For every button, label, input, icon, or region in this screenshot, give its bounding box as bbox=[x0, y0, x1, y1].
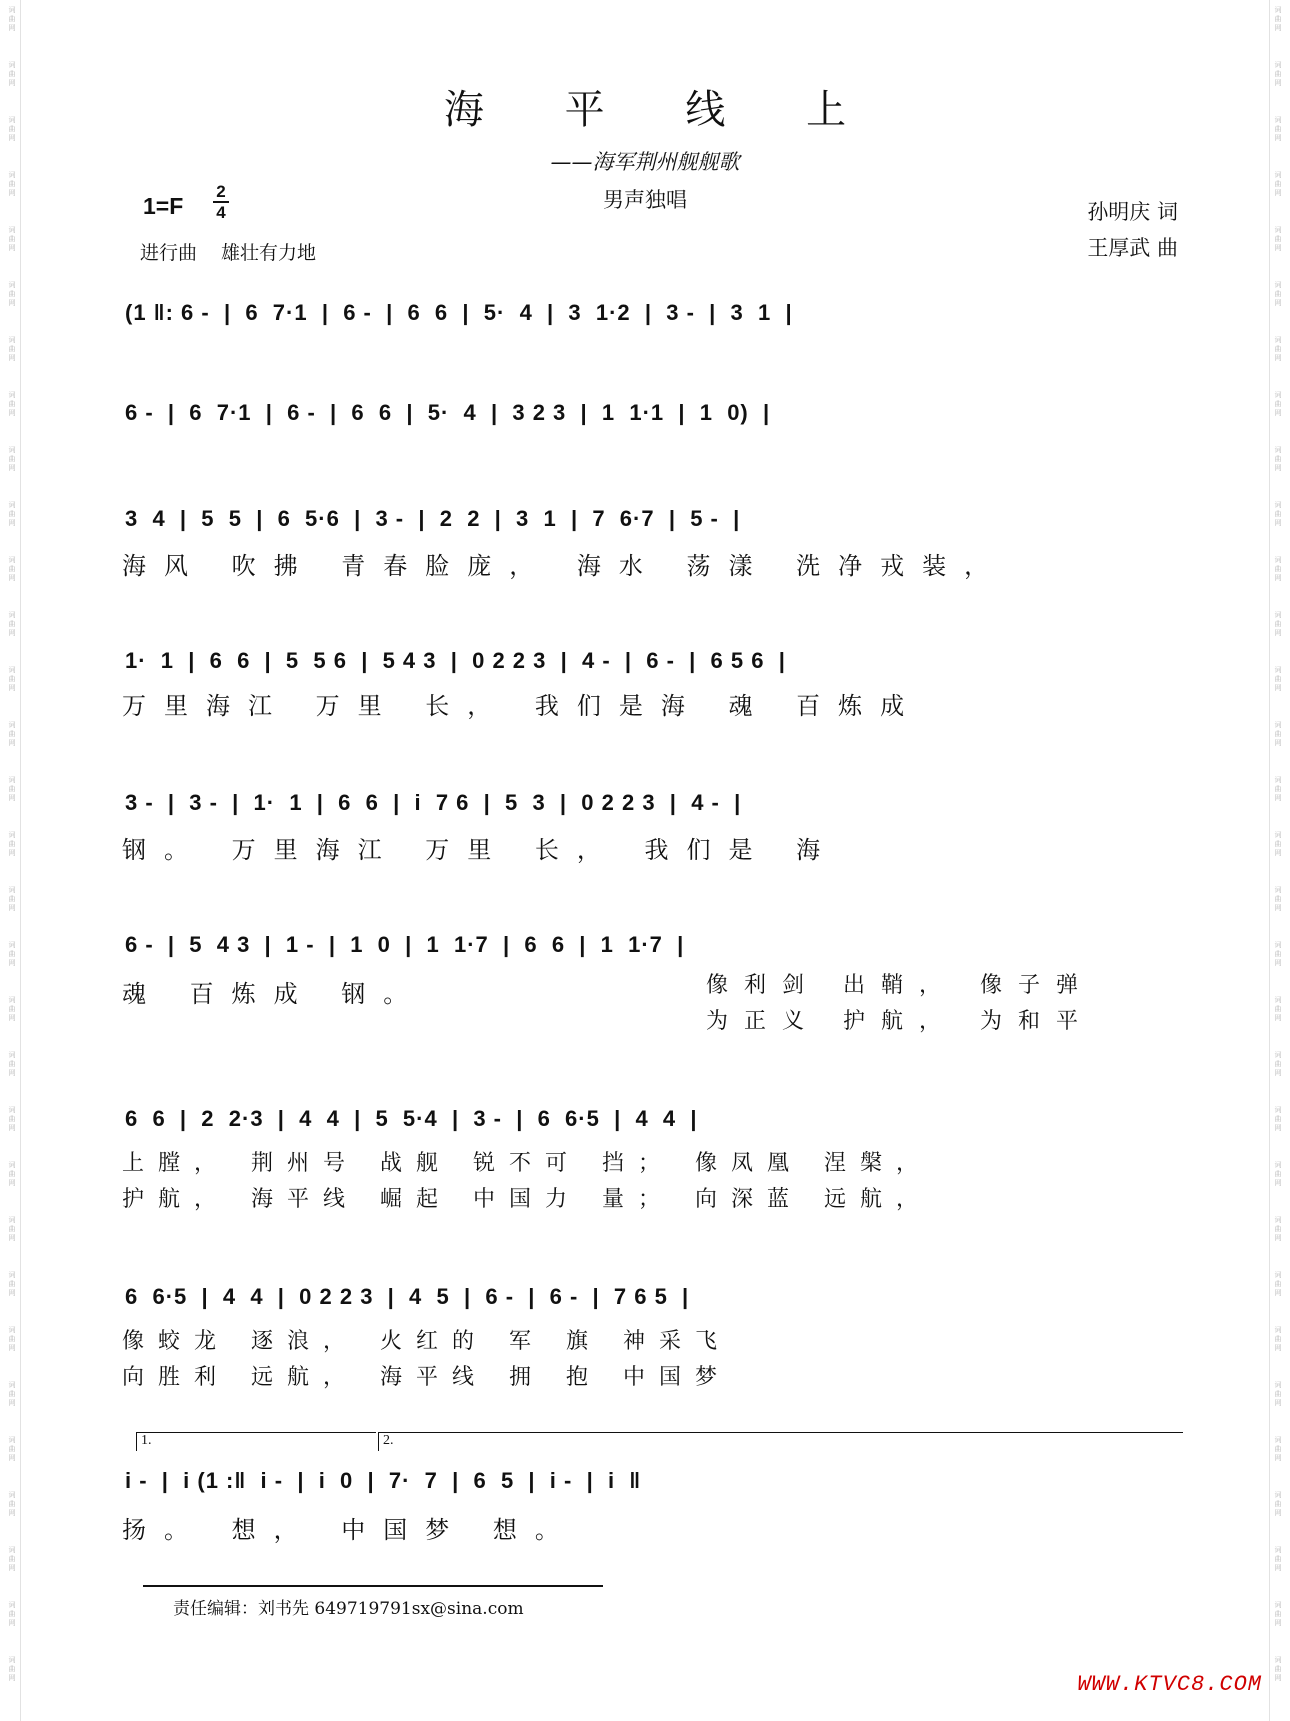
side-watermark-text: 词 曲 网 bbox=[1274, 226, 1282, 252]
side-watermark-text: 词 曲 网 bbox=[8, 1216, 16, 1242]
lyric-verse-2: 为正义 护航， 为和平 bbox=[706, 1009, 1094, 1034]
side-watermark-text: 词 曲 网 bbox=[1274, 721, 1282, 747]
side-watermark-text: 词 曲 网 bbox=[1274, 1271, 1282, 1297]
side-watermark-text: 词 曲 网 bbox=[1274, 446, 1282, 472]
side-watermark-text: 词 曲 网 bbox=[8, 721, 16, 747]
side-watermark-text: 词 曲 网 bbox=[8, 556, 16, 582]
editor-credit: 责任编辑：刘书先 649719791sx@sina.com bbox=[173, 1599, 524, 1619]
side-watermark-text: 词 曲 网 bbox=[1274, 116, 1282, 142]
side-watermark-text: 词 曲 网 bbox=[8, 1271, 16, 1297]
side-watermark-text: 词 曲 网 bbox=[8, 941, 16, 967]
time-sig-bottom: 4 bbox=[216, 203, 226, 222]
notation-line: 1· 1 | 6 6 | 5 5 6 | 5 4 3 | 0 2 2 3 | 4 - | 6 - | 6 5 6 | bbox=[125, 648, 786, 673]
lyric-verse-2: 护航， 海平线 崛起 中国力 量； 向深蓝 远航， bbox=[122, 1187, 932, 1212]
side-watermark-text: 词 曲 网 bbox=[1274, 1656, 1282, 1682]
side-watermark-text: 词 曲 网 bbox=[1274, 1216, 1282, 1242]
lyric-verse-2: 向胜利 远航， 海平线 拥 抱 中国梦 bbox=[122, 1365, 731, 1390]
song-title: 海 平 线 上 bbox=[443, 87, 881, 133]
side-watermark-text: 词 曲 网 bbox=[8, 1326, 16, 1352]
notation-line: 3 4 | 5 5 | 6 5·6 | 3 - | 2 2 | 3 1 | 7 6·7 | 5 - | bbox=[125, 506, 741, 531]
side-watermark-text: 词 曲 网 bbox=[8, 831, 16, 857]
side-watermark-text: 词 曲 网 bbox=[1274, 556, 1282, 582]
right-watermark-strip bbox=[1269, 0, 1286, 1721]
side-watermark-text: 词 曲 网 bbox=[8, 1436, 16, 1462]
composer-credit: 王厚武 曲 bbox=[1087, 236, 1178, 260]
tempo-marking: 进行曲 雄壮有力地 bbox=[140, 242, 317, 264]
side-watermark-text: 词 曲 网 bbox=[1274, 776, 1282, 802]
side-watermark-text: 词 曲 网 bbox=[1274, 1381, 1282, 1407]
side-watermark-text: 词 曲 网 bbox=[1274, 1161, 1282, 1187]
side-watermark-text: 词 曲 网 bbox=[1274, 391, 1282, 417]
side-watermark-text: 词 曲 网 bbox=[1274, 336, 1282, 362]
side-watermark-text: 词 曲 网 bbox=[8, 776, 16, 802]
side-watermark-text: 词 曲 网 bbox=[1274, 281, 1282, 307]
side-watermark-text: 词 曲 网 bbox=[8, 1106, 16, 1132]
time-signature bbox=[213, 182, 229, 222]
lyricist-credit: 孙明庆 词 bbox=[1087, 200, 1178, 224]
side-watermark-text: 词 曲 网 bbox=[8, 996, 16, 1022]
lyric-line: 魂 百炼成 钢。 bbox=[122, 980, 426, 1008]
side-watermark-text: 词 曲 网 bbox=[1274, 941, 1282, 967]
lyric-verse-1: 上膛， 荆州号 战舰 锐不可 挡； 像凤凰 涅槃， bbox=[122, 1151, 932, 1176]
lyric-line: 海风 吹拂 青春脸庞， 海水 荡漾 洗净戎装， bbox=[122, 552, 1007, 580]
side-watermark-text: 词 曲 网 bbox=[1274, 996, 1282, 1022]
lyric-verse-1: 像利剑 出鞘， 像子弹 bbox=[706, 973, 1094, 998]
side-watermark-text: 词 曲 网 bbox=[8, 171, 16, 197]
side-watermark-text: 词 曲 网 bbox=[8, 61, 16, 87]
lyric-line: 扬。 想， 中国梦 想。 bbox=[122, 1516, 577, 1544]
side-watermark-text: 词 曲 网 bbox=[8, 1656, 16, 1682]
song-subtitle: ——海军荆州舰舰歌 bbox=[550, 150, 740, 174]
side-watermark-text: 词 曲 网 bbox=[1274, 171, 1282, 197]
left-watermark-strip bbox=[4, 0, 21, 1721]
side-watermark-text: 词 曲 网 bbox=[1274, 6, 1282, 32]
side-watermark-text: 词 曲 网 bbox=[8, 336, 16, 362]
side-watermark-text: 词 曲 网 bbox=[8, 501, 16, 527]
side-watermark-text: 词 曲 网 bbox=[8, 886, 16, 912]
side-watermark-text: 词 曲 网 bbox=[1274, 61, 1282, 87]
side-watermark-text: 词 曲 网 bbox=[8, 1546, 16, 1572]
side-watermark-text: 词 曲 网 bbox=[8, 666, 16, 692]
side-watermark-text: 词 曲 网 bbox=[8, 226, 16, 252]
side-watermark-text: 词 曲 网 bbox=[8, 611, 16, 637]
side-watermark-text: 词 曲 网 bbox=[1274, 666, 1282, 692]
side-watermark-text: 词 曲 网 bbox=[8, 1601, 16, 1627]
side-watermark-text: 词 曲 网 bbox=[1274, 1436, 1282, 1462]
side-watermark-text: 词 曲 网 bbox=[1274, 1106, 1282, 1132]
side-watermark-text: 词 曲 网 bbox=[8, 116, 16, 142]
side-watermark-text: 词 曲 网 bbox=[1274, 1546, 1282, 1572]
side-watermark-text: 词 曲 网 bbox=[8, 281, 16, 307]
side-watermark-text: 词 曲 网 bbox=[1274, 501, 1282, 527]
side-watermark-text: 词 曲 网 bbox=[8, 1381, 16, 1407]
notation-line: (1 ‖: 6 - | 6 7·1 | 6 - | 6 6 | 5· 4 | 3 1·2 | 3 - | 3 1 | bbox=[125, 300, 793, 325]
side-watermark-text: 词 曲 网 bbox=[1274, 886, 1282, 912]
footer-rule bbox=[143, 1585, 603, 1587]
side-watermark-text: 词 曲 网 bbox=[8, 6, 16, 32]
volta-first-ending: 1. bbox=[136, 1432, 376, 1451]
notation-line: 6 - | 6 7·1 | 6 - | 6 6 | 5· 4 | 3 2 3 | 1 1·1 | 1 0) | bbox=[125, 400, 771, 425]
side-watermark-text: 词 曲 网 bbox=[8, 1051, 16, 1077]
side-watermark-text: 词 曲 网 bbox=[8, 1161, 16, 1187]
side-watermark-text: 词 曲 网 bbox=[1274, 831, 1282, 857]
side-watermark-text: 词 曲 网 bbox=[8, 446, 16, 472]
side-watermark-text: 词 曲 网 bbox=[8, 1491, 16, 1517]
notation-line: 6 6 | 2 2·3 | 4 4 | 5 5·4 | 3 - | 6 6·5 | 4 4 | bbox=[125, 1106, 698, 1131]
lyric-line: 万里海江 万里 长， 我们是海 魂 百炼成 bbox=[122, 692, 923, 720]
side-watermark-text: 词 曲 网 bbox=[1274, 1326, 1282, 1352]
side-watermark-text: 词 曲 网 bbox=[1274, 1601, 1282, 1627]
website-watermark: WWW.KTVC8.COM bbox=[1077, 1672, 1262, 1697]
notation-line: 6 6·5 | 4 4 | 0 2 2 3 | 4 5 | 6 - | 6 - | 7 6 5 | bbox=[125, 1284, 690, 1309]
lyric-verse-1: 像蛟龙 逐浪， 火红的 军 旗 神采飞 bbox=[122, 1329, 731, 1354]
notation-line: 6 - | 5 4 3 | 1 - | 1 0 | 1 1·7 | 6 6 | 1 1·7 | bbox=[125, 932, 685, 957]
side-watermark-text: 词 曲 网 bbox=[8, 391, 16, 417]
key-signature: 1=F bbox=[143, 193, 184, 219]
volta-second-ending: 2. bbox=[378, 1432, 1183, 1451]
voice-type: 男声独唱 bbox=[603, 188, 687, 212]
time-sig-top: 2 bbox=[216, 182, 226, 201]
side-watermark-text: 词 曲 网 bbox=[1274, 611, 1282, 637]
lyric-line: 钢。 万里海江 万里 长， 我们是 海 bbox=[122, 836, 839, 864]
notation-line: 3 - | 3 - | 1· 1 | 6 6 | i 7 6 | 5 3 | 0 2 2 3 | 4 - | bbox=[125, 790, 742, 815]
notation-line: i - | i (1 :‖ i - | i 0 | 7· 7 | 6 5 | i - | i ‖ bbox=[125, 1468, 642, 1493]
side-watermark-text: 词 曲 网 bbox=[1274, 1491, 1282, 1517]
side-watermark-text: 词 曲 网 bbox=[1274, 1051, 1282, 1077]
